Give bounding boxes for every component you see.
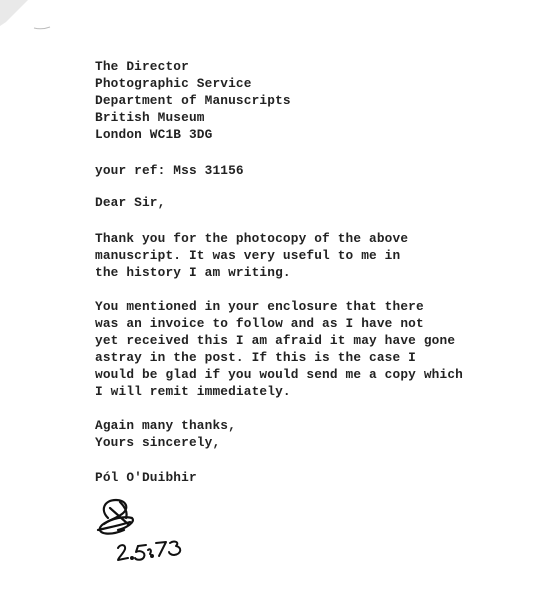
recipient-address (95, 58, 535, 143)
address-line: The Director (95, 59, 189, 74)
handwritten-signature (90, 488, 200, 578)
paragraph-thanks (95, 230, 535, 281)
paragraph-line: astray in the post. If this is the case I (95, 350, 417, 365)
salutation (95, 194, 535, 211)
paragraph-line: yet received this I am afraid it may have gone (95, 333, 456, 348)
reference-line (95, 162, 535, 179)
sender-name: Pól O'Duibhir (95, 470, 197, 485)
closing (95, 417, 535, 451)
closing-line: Again many thanks, (95, 418, 236, 433)
address-line: Department of Manuscripts (95, 93, 291, 108)
paragraph-line: the history I am writing. (95, 265, 291, 280)
paragraph-line: would be glad if you would send me a copy which (95, 367, 463, 382)
scan-smudge (0, 0, 60, 40)
paragraph-line: Thank you for the photocopy of the above (95, 231, 409, 246)
paragraph-line: manuscript. It was very useful to me in (95, 248, 401, 263)
address-line: London WC1B 3DG (95, 127, 213, 142)
letter-body (95, 58, 535, 486)
paragraph-line: I will remit immediately. (95, 384, 291, 399)
address-line: British Museum (95, 110, 205, 125)
paragraph-invoice (95, 298, 535, 400)
paragraph-line: was an invoice to follow and as I have not (95, 316, 424, 331)
closing-line: Yours sincerely, (95, 435, 221, 450)
reference-text: your ref: Mss 31156 (95, 163, 244, 178)
paragraph-line: You mentioned in your enclosure that there (95, 299, 424, 314)
sender (95, 469, 535, 486)
salutation-text: Dear Sir, (95, 195, 166, 210)
address-line: Photographic Service (95, 76, 252, 91)
